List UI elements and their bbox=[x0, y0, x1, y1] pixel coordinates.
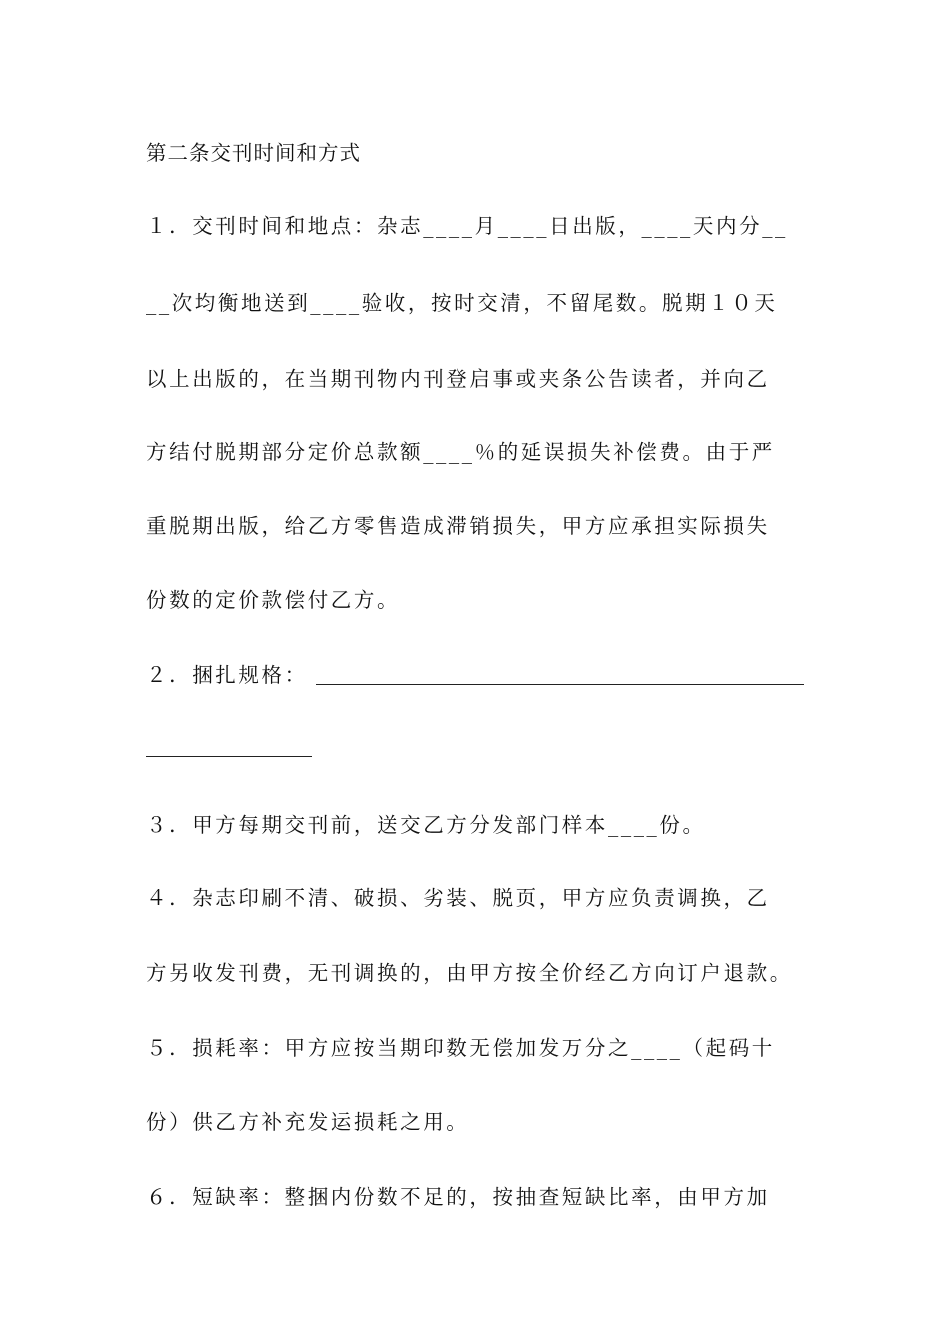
clause-4-line-1: ４．杂志印刷不清、破损、劣装、脱页，甲方应负责调换，乙 bbox=[146, 886, 770, 910]
binding-spec-blank-line-2 bbox=[146, 756, 312, 757]
clause-1-line-4: 方结付脱期部分定价总款额____％的延误损失补偿费。由于严 bbox=[146, 440, 775, 464]
clause-2-label: ２．捆扎规格： bbox=[146, 663, 308, 687]
clause-3-line-1: ３．甲方每期交刊前，送交乙方分发部门样本____份。 bbox=[146, 813, 706, 837]
clause-1-line-1: １．交刊时间和地点：杂志____月____日出版，____天内分__ bbox=[146, 214, 788, 238]
clause-4-line-2: 方另收发刊费，无刊调换的，由甲方按全价经乙方向订户退款。 bbox=[146, 961, 793, 985]
clause-1-line-3: 以上出版的，在当期刊物内刊登启事或夹条公告读者，并向乙 bbox=[146, 367, 770, 391]
clause-1-line-6: 份数的定价款偿付乙方。 bbox=[146, 588, 401, 612]
clause-6-line-1: ６．短缺率：整捆内份数不足的，按抽查短缺比率，由甲方加 bbox=[146, 1185, 770, 1209]
section-heading: 第二条交刊时间和方式 bbox=[146, 141, 361, 165]
clause-1-line-2: __次均衡地送到____验收，按时交清，不留尾数。脱期１０天 bbox=[146, 291, 778, 315]
clause-5-line-1: ５．损耗率：甲方应按当期印数无偿加发万分之____（起码十 bbox=[146, 1036, 775, 1060]
clause-1-line-5: 重脱期出版，给乙方零售造成滞销损失，甲方应承担实际损失 bbox=[146, 514, 770, 538]
clause-5-line-2: 份）供乙方补充发运损耗之用。 bbox=[146, 1110, 470, 1134]
binding-spec-blank-line-1 bbox=[316, 684, 804, 685]
